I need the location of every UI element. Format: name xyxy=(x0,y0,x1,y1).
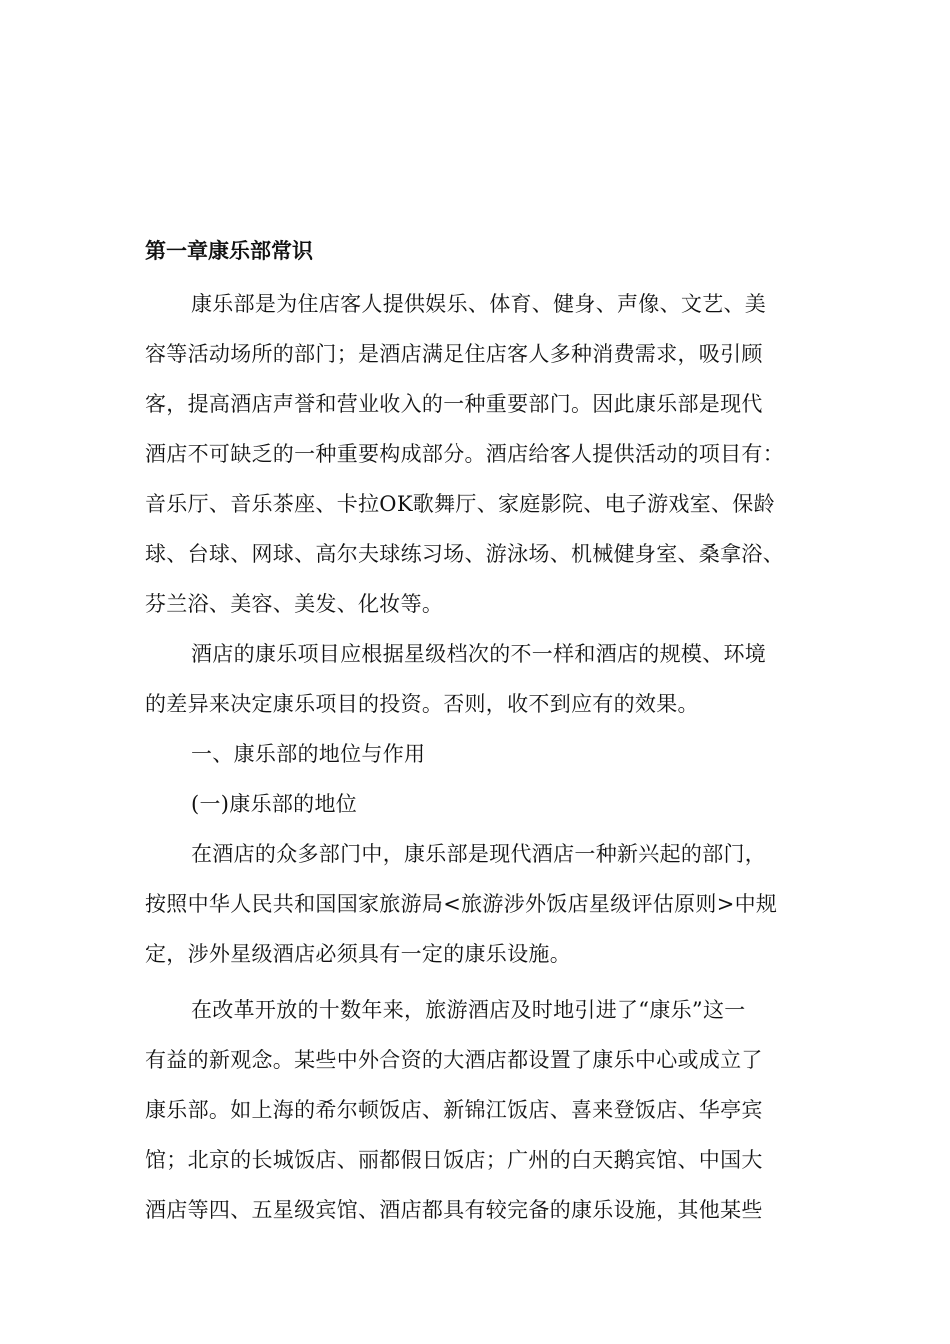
paragraph-investment xyxy=(145,629,825,729)
section-heading: 一、康乐部的地位与作用 xyxy=(191,742,426,766)
text-line: 有益的新观念。某些中外合资的大酒店都设置了康乐中心或成立了 xyxy=(145,1048,763,1072)
text-line: 酒店等四、五星级宾馆、酒店都具有较完备的康乐设施，其他某些 xyxy=(145,1198,763,1222)
text-line: 定，涉外星级酒店必须具有一定的康乐设施。 xyxy=(145,942,571,966)
text-line: 球、台球、网球、高尔夫球练习场、游泳场、机械健身室、桑拿浴、 xyxy=(145,542,784,566)
text-line: 馆；北京的长城饭店、丽都假日饭店；广州的白天鹅宾馆、中国大 xyxy=(145,1148,763,1172)
text-line: 音乐厅、音乐茶座、卡拉OK歌舞厅、家庭影院、电子游戏室、保龄 xyxy=(145,492,775,516)
paragraph-status xyxy=(145,829,825,979)
text-line: 在改革开放的十数年来，旅游酒店及时地引进了“康乐”这一 xyxy=(191,998,746,1022)
paragraph-reform xyxy=(145,985,825,1235)
text-line: 容等活动场所的部门；是酒店满足住店客人多种消费需求，吸引顾 xyxy=(145,342,763,366)
text-line: 康乐部。如上海的希尔顿饭店、新锦江饭店、喜来登饭店、华亭宾 xyxy=(145,1098,763,1122)
text-line: 芬兰浴、美容、美发、化妆等。 xyxy=(145,592,444,616)
text-line: 酒店不可缺乏的一种重要构成部分。酒店给客人提供活动的项目有： xyxy=(145,442,784,466)
text-line: 按照中华人民共和国国家旅游局<旅游涉外饭店星级评估原则>中规 xyxy=(145,892,778,916)
text-line: 康乐部是为住店客人提供娱乐、体育、健身、声像、文艺、美 xyxy=(191,292,767,316)
document-body xyxy=(145,230,825,1235)
text-line: 客，提高酒店声誉和营业收入的一种重要部门。因此康乐部是现代 xyxy=(145,392,763,416)
text-line: 在酒店的众多部门中，康乐部是现代酒店一种新兴起的部门， xyxy=(191,842,767,866)
paragraph-intro xyxy=(145,279,825,629)
subsection-heading: (一)康乐部的地位 xyxy=(191,792,358,816)
text-line: 的差异来决定康乐项目的投资。否则，收不到应有的效果。 xyxy=(145,692,699,716)
text-line: 酒店的康乐项目应根据星级档次的不一样和酒店的规模、环境 xyxy=(191,642,767,666)
chapter-title: 第一章康乐部常识 xyxy=(145,239,313,263)
